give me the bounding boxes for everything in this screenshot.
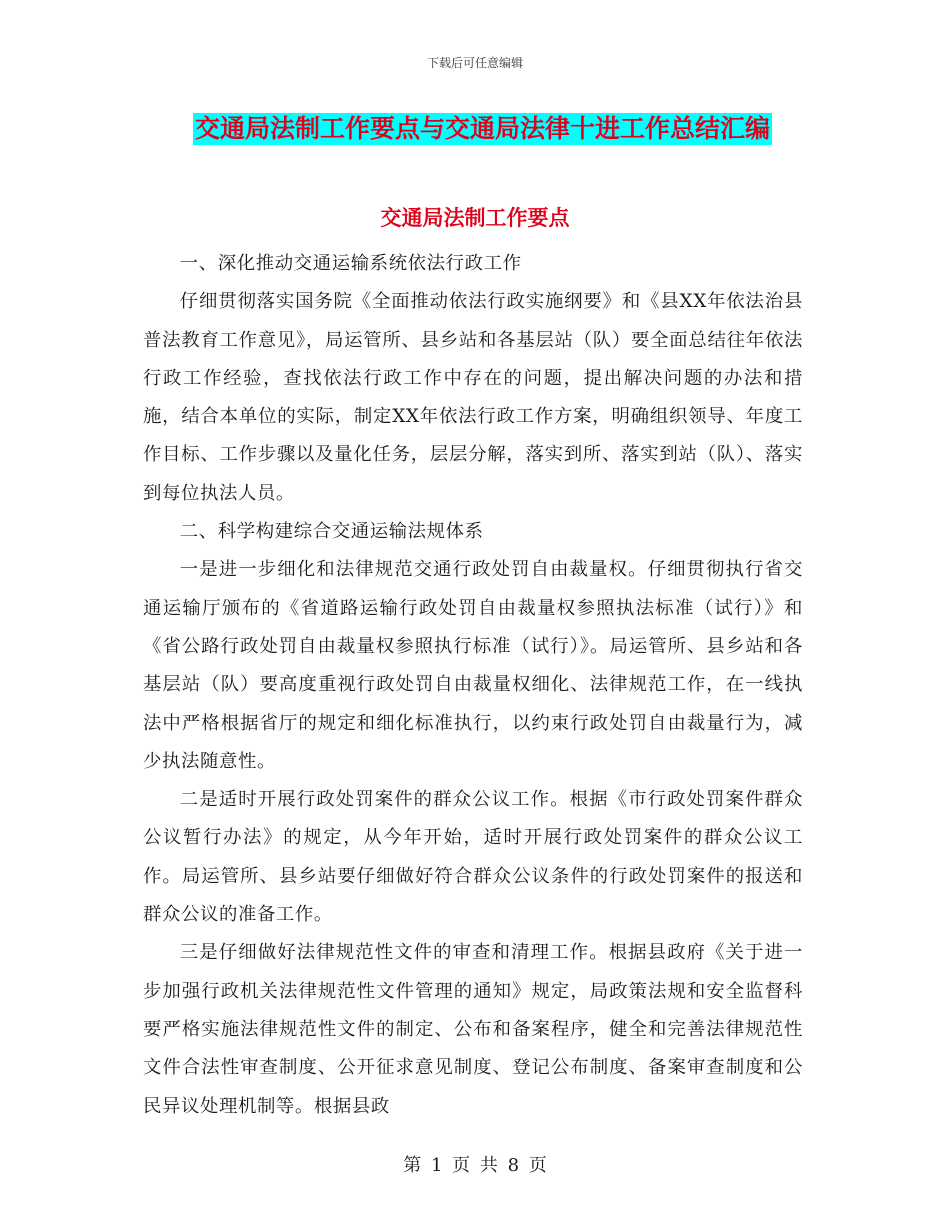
paragraph-heading-2: 二、科学构建综合交通运输法规体系 <box>179 521 484 543</box>
header-note: 下载后可任意编辑 <box>426 56 523 70</box>
paragraph: 二是适时开展行政处罚案件的群众公议工作。根据《市行政处罚案件群众公议暂行办法》的规定，从今年开始，适时开展行政处罚案件的群众公议工作。局运管所、县乡站要仔细做好符合群众公议条件的行政处罚案件的报送和群众公议的准备工作。 <box>143 789 803 926</box>
document-body <box>143 245 803 1126</box>
paragraph-heading-1: 一、深化推动交通运输系统依法行政工作 <box>179 253 522 274</box>
paragraph: 一是进一步细化和法律规范交通行政处罚自由裁量权。仔细贯彻执行省交通运输厅颁布的《省道路运输行政处罚自由裁量权参照执法标准（试行）》和《省公路行政处罚自由裁量权参照执行标准（试行）》。局运管所、县乡站和各基层站（队）要高度重视行政处罚自由裁量权细化、法律规范工作，在一线执法中严格根据省厅的规定和细化标准执行，以约束行政处罚自由裁量行为，减少执法随意性。 <box>143 559 803 772</box>
paragraph: 三是仔细做好法律规范性文件的审查和清理工作。根据县政府《关于进一步加强行政机关法律规范性文件管理的通知》规定，局政策法规和安全监督科要严格实施法律规范性文件的制定、公布和备案程序，健全和完善法律规范性文件合法性审查制度、公开征求意见制度、登记公布制度、备案审查制度和公民异议处理机制等。根据县政 <box>143 942 803 1117</box>
page-number: 第 1 页 共 8 页 <box>403 1155 547 1176</box>
document-title: 交通局法制工作要点与交通局法律十进工作总结汇编 <box>195 114 771 143</box>
paragraph: 仔细贯彻落实国务院《全面推动依法行政实施纲要》和《县XX年依法治县普法教育工作意见》，局运管所、县乡站和各基层站（队）要全面总结往年依法行政工作经验，查找依法行政工作中存在的问题，提出解决问题的办法和措施，结合本单位的实际，制定XX年依法行政工作方案，明确组织领导、年度工作目标、工作步骤以及量化任务，层层分解，落实到所、落实到站（队）、落实到每位执法人员。 <box>143 291 803 504</box>
section-title: 交通局法制工作要点 <box>380 206 570 230</box>
